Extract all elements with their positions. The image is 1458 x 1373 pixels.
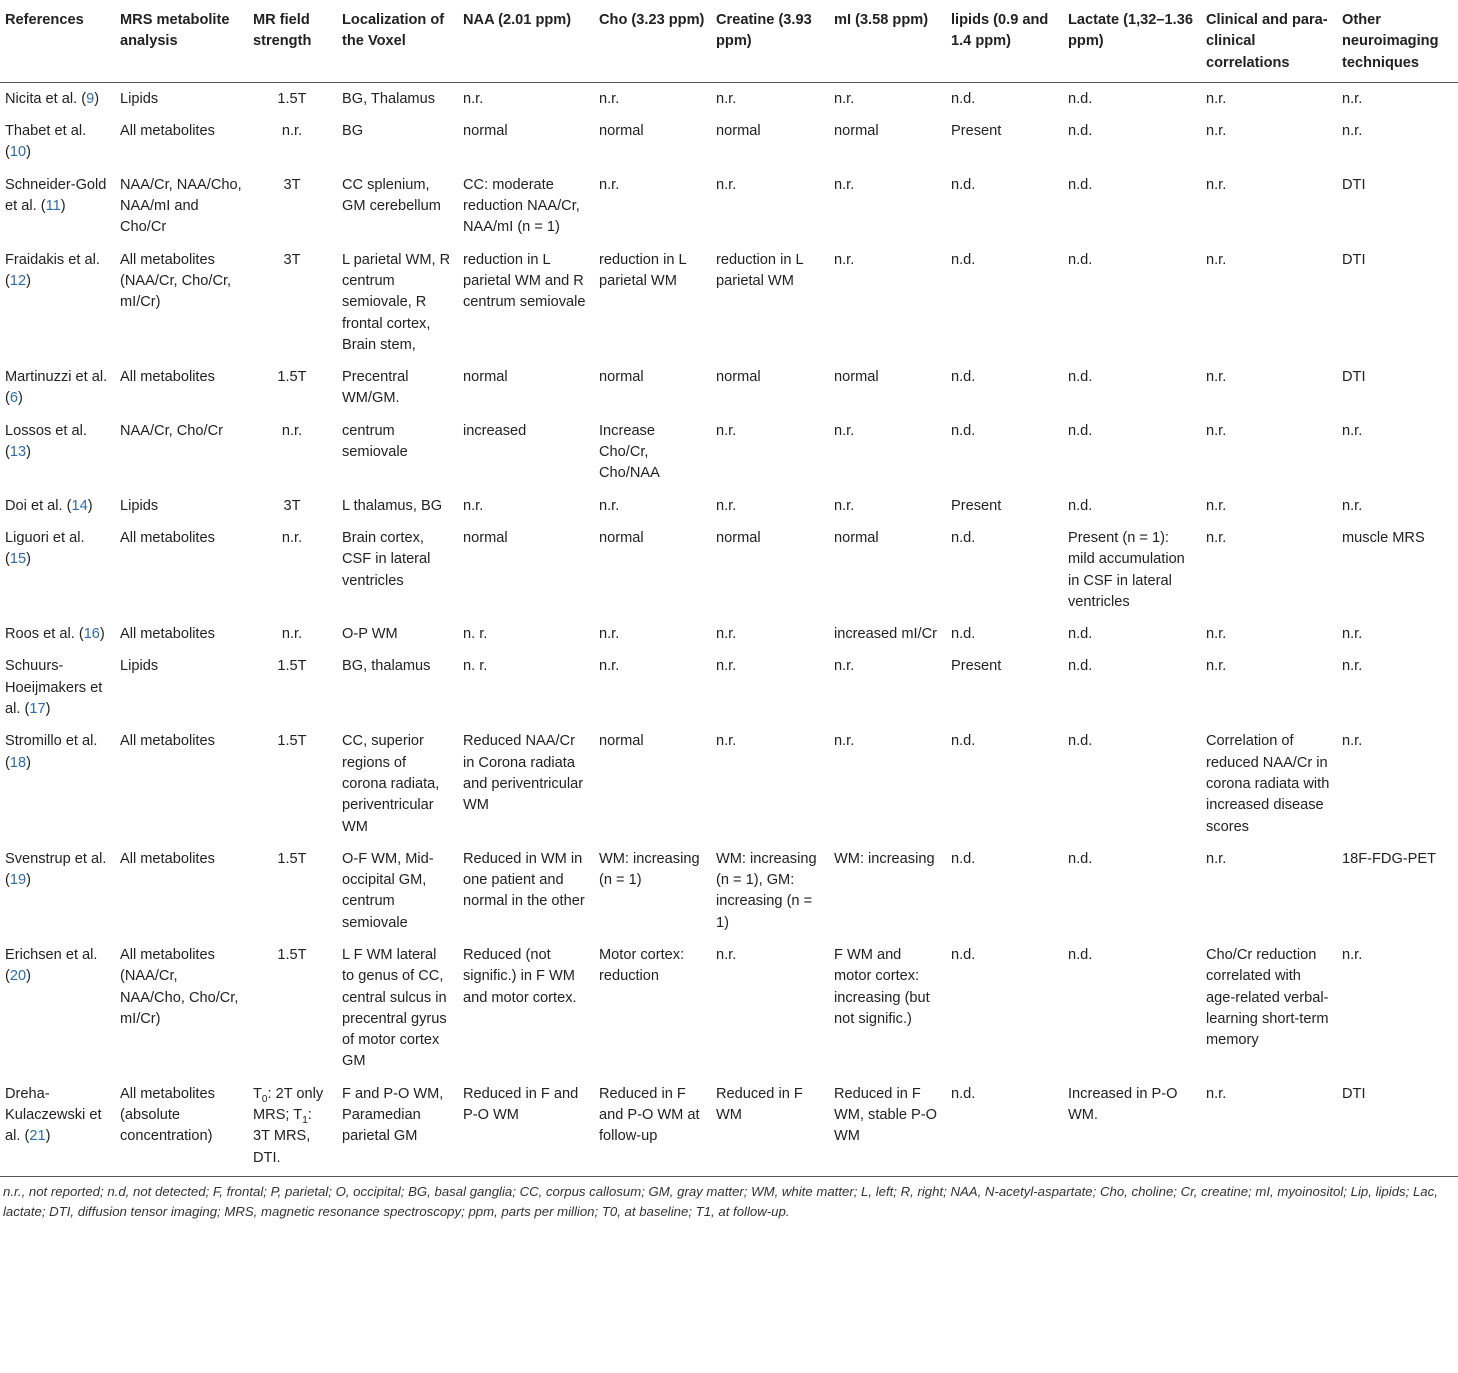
creatine-cell: n.r. [716, 422, 737, 439]
field-strength-cell: 3T [283, 176, 301, 193]
header-cell: MRS metabolite analysis [115, 0, 248, 82]
metabolite-cell: NAA/Cr, Cho/Cr [120, 422, 223, 439]
other-techniques-cell: n.r. [1342, 90, 1363, 107]
field-strength-part: : 3T MRS, DTI. [253, 1107, 312, 1166]
creatine-cell: n.r. [716, 626, 737, 643]
clinical-cell: n.r. [1206, 658, 1227, 675]
header-row [0, 0, 1458, 82]
reference-close-paren: ) [99, 626, 105, 643]
voxel-cell: BG, thalamus [342, 658, 431, 675]
lipids-cell: n.d. [951, 529, 976, 546]
metabolite-cell: All metabolites (absolute concentration) [115, 1078, 248, 1177]
clinical-cell: n.r. [1206, 123, 1227, 140]
reference-cell [0, 415, 115, 490]
reference-authors: Schuurs-Hoeijmakers et al. ( [5, 658, 103, 718]
voxel-cell: L F WM lateral to genus of CC, central sulcus in precentral gyrus of motor cortex GM [342, 946, 447, 1070]
naa-cell: n.r. [463, 497, 484, 514]
other-techniques-cell: DTI [1342, 251, 1366, 268]
citation-link[interactable]: 19 [9, 872, 27, 889]
metabolite-cell: All metabolites [120, 850, 215, 867]
lactate-cell: n.d. [1068, 497, 1093, 514]
voxel-cell: Brain cortex, CSF in lateral ventricles [342, 529, 431, 589]
reference-close-paren: ) [94, 90, 100, 107]
other-techniques-cell: n.r. [1342, 658, 1363, 675]
reference-cell [0, 361, 115, 415]
voxel-cell: Precentral WM/GM. [342, 369, 409, 407]
citation-link[interactable]: 10 [9, 144, 27, 161]
voxel-cell: BG, Thalamus [342, 90, 436, 107]
voxel-cell: CC, superior regions of corona radiata, periventricular WM [342, 733, 440, 835]
naa-cell: normal [463, 529, 508, 546]
clinical-cell: n.r. [1206, 422, 1227, 439]
mi-cell: n.r. [834, 497, 855, 514]
field-strength-cell: 1.5T [277, 369, 307, 386]
creatine-cell: n.r. [716, 733, 737, 750]
field-strength-part: 0 [261, 1093, 268, 1105]
lipids-cell: n.d. [951, 176, 976, 193]
cho-cell: n.r. [599, 176, 620, 193]
field-strength-cell: 1.5T [277, 946, 307, 963]
citation-link[interactable]: 9 [86, 90, 95, 107]
table-row [0, 415, 1458, 490]
reference-authors: Liguori et al. ( [5, 529, 85, 568]
header-cell: Lactate (1,32–1.36 ppm) [1063, 0, 1201, 82]
lactate-cell: n.d. [1068, 123, 1093, 140]
cho-cell: Reduced in F and P-O WM at follow-up [594, 1078, 711, 1177]
field-strength-part: : 2T only MRS; T [253, 1085, 324, 1124]
reference-authors: Nicita et al. ( [5, 90, 87, 107]
naa-cell: Reduced (not signific.) in F WM and motor cortex. [463, 946, 577, 1006]
naa-cell: n.r. [463, 90, 484, 107]
clinical-cell: Correlation of reduced NAA/Cr in corona radiata with increased disease scores [1206, 733, 1330, 835]
citation-link[interactable]: 17 [29, 701, 46, 718]
lactate-cell: n.d. [1068, 90, 1093, 107]
cho-cell: normal [599, 123, 644, 140]
other-techniques-cell: muscle MRS [1342, 529, 1425, 546]
creatine-cell: Reduced in F WM [711, 1078, 829, 1177]
field-strength-cell: n.r. [281, 529, 303, 546]
lipids-cell: Present [951, 497, 1002, 514]
table-row [0, 490, 1458, 522]
mi-cell: WM: increasing [834, 850, 935, 867]
creatine-cell: n.r. [716, 658, 737, 675]
citation-link[interactable]: 20 [9, 968, 27, 985]
table-row [0, 115, 1458, 169]
naa-cell: CC: moderate reduction NAA/Cr, NAA/mI (n = 1) [463, 176, 580, 236]
citation-link[interactable]: 11 [45, 198, 61, 215]
voxel-cell: BG [342, 123, 364, 140]
header-cell: Localization of the Voxel [337, 0, 458, 82]
reference-cell [0, 82, 115, 115]
reference-authors: Lossos et al. ( [5, 422, 87, 461]
mi-cell: n.r. [834, 422, 855, 439]
header-cell: Clinical and para-clinical correlations [1201, 0, 1337, 82]
reference-close-paren: ) [26, 968, 31, 985]
lipids-cell: n.d. [951, 251, 976, 268]
citation-link[interactable]: 18 [9, 754, 27, 771]
naa-cell: n. r. [463, 658, 488, 675]
reference-authors: Thabet et al. ( [5, 123, 87, 161]
lipids-cell: Present [951, 658, 1002, 675]
metabolite-cell: NAA/Cr, NAA/Cho, NAA/mI and Cho/Cr [120, 176, 242, 236]
header-cell: MR field strength [248, 0, 337, 82]
creatine-cell: normal [716, 369, 761, 386]
citation-link[interactable]: 12 [9, 272, 27, 289]
reference-cell [0, 522, 115, 618]
mi-cell: n.r. [834, 658, 855, 675]
metabolite-cell: Lipids [120, 90, 159, 107]
cho-cell: Increase Cho/Cr, Cho/NAA [599, 422, 660, 482]
table-row [0, 843, 1458, 939]
reference-cell [0, 244, 115, 361]
voxel-cell: O-P WM [342, 626, 398, 643]
header-cell: Other neuroimaging techniques [1337, 0, 1458, 82]
cho-cell: n.r. [599, 658, 620, 675]
cho-cell: normal [599, 733, 644, 750]
cho-cell: normal [599, 529, 644, 546]
metabolite-cell: Lipids [120, 658, 159, 675]
clinical-cell: n.r. [1206, 251, 1227, 268]
naa-cell: reduction in L parietal WM and R centrum semiovale [463, 251, 586, 311]
voxel-cell: L parietal WM, R centrum semiovale, R frontal cortex, Brain stem, [342, 251, 451, 353]
reference-authors: Doi et al. ( [5, 497, 72, 514]
lipids-cell: n.d. [951, 369, 976, 386]
naa-cell: Reduced NAA/Cr in Corona radiata and periventricular WM [463, 733, 584, 814]
reference-cell [0, 115, 115, 169]
lipids-cell: Present [951, 123, 1002, 140]
lipids-cell: n.d. [946, 1078, 1063, 1177]
reference-authors: Schneider-Gold et al. ( [5, 176, 107, 215]
metabolite-cell: All metabolites (NAA/Cr, NAA/Cho, Cho/Cr, mI/Cr) [120, 946, 239, 1027]
table-footnote: n.r., not reported; n.d, not detected; F, frontal; P, parietal; O, occipital; BG, basal ganglia; CC, corpus callosum; GM, gray matter; WM, white matter; L, left; R, right; NAA, N-acetyl-aspartate; Cho, choline; Cr, creatine; mI, myoinositol; Lip, lipids; Lac, lactate; DTI, diffusion tensor imaging; MRS, magnetic resonance spectroscopy; ppm, parts per million; T0, at baseline; T1, at follow-up. [3, 1183, 1438, 1220]
creatine-cell: reduction in L parietal WM [716, 251, 804, 289]
lactate-cell: Increased in P-O WM. [1063, 1078, 1201, 1177]
reference-close-paren: ) [87, 497, 93, 514]
metabolite-cell: All metabolites (NAA/Cr, Cho/Cr, mI/Cr) [120, 251, 232, 311]
table-row [0, 361, 1458, 415]
creatine-cell: n.r. [716, 90, 737, 107]
cho-cell: reduction in L parietal WM [599, 251, 687, 289]
mi-cell: normal [834, 123, 879, 140]
header-cell: Creatine (3.93 ppm) [711, 0, 829, 82]
lactate-cell: n.d. [1068, 251, 1093, 268]
other-techniques-cell: n.r. [1342, 733, 1363, 750]
cho-cell: n.r. [599, 626, 620, 643]
clinical-cell: n.r. [1206, 90, 1227, 107]
reference-cell [0, 169, 115, 244]
mi-cell: Reduced in F WM, stable P-O WM [829, 1078, 946, 1177]
clinical-cell: n.r. [1206, 850, 1227, 867]
field-strength-cell: n.r. [281, 422, 303, 439]
naa-cell: increased [463, 422, 527, 439]
reference-close-paren: ) [45, 701, 51, 718]
lipids-cell: n.d. [951, 422, 976, 439]
creatine-cell: n.r. [716, 946, 737, 963]
clinical-cell: n.r. [1206, 529, 1227, 546]
field-strength-cell: n.r. [281, 626, 303, 643]
naa-cell: normal [463, 369, 508, 386]
table-row [0, 522, 1458, 618]
mi-cell: n.r. [834, 251, 855, 268]
table-row [0, 618, 1458, 650]
reference-close-paren: ) [60, 198, 66, 215]
lactate-cell: n.d. [1068, 369, 1093, 386]
field-strength-cell: 3T [283, 497, 301, 514]
table-row [0, 169, 1458, 244]
clinical-cell: n.r. [1206, 176, 1227, 193]
reference-authors: Svenstrup et al. ( [5, 850, 107, 889]
field-strength-cell: 1.5T [277, 658, 307, 675]
citation-link[interactable]: 16 [83, 626, 100, 643]
creatine-cell: normal [716, 529, 761, 546]
reference-close-paren: ) [26, 754, 31, 771]
cho-cell: normal [599, 369, 644, 386]
mi-cell: n.r. [834, 90, 855, 107]
mi-cell: increased mI/Cr [834, 626, 937, 643]
lactate-cell: n.d. [1068, 422, 1093, 439]
metabolite-cell: All metabolites [120, 369, 215, 386]
clinical-cell: Cho/Cr reduction correlated with age-related verbal-learning short-term memory [1206, 946, 1329, 1049]
other-techniques-cell: DTI [1342, 369, 1366, 386]
voxel-cell: O-F WM, Mid-occipital GM, centrum semiovale [342, 850, 434, 931]
naa-cell: normal [463, 123, 508, 140]
field-strength-cell: n.r. [281, 123, 303, 140]
field-strength-part: T [253, 1085, 262, 1102]
citation-link[interactable]: 15 [9, 551, 27, 568]
clinical-cell: n.r. [1201, 1078, 1337, 1177]
reference-close-paren: ) [26, 272, 31, 289]
reference-cell [0, 650, 115, 725]
mi-cell: F WM and motor cortex: increasing (but not signific.) [834, 946, 930, 1027]
clinical-cell: n.r. [1206, 369, 1227, 386]
lactate-cell: Present (n = 1): mild accumulation in CSF in lateral ventricles [1068, 529, 1185, 610]
cho-cell: WM: increasing (n = 1) [599, 850, 700, 889]
metabolite-cell: Lipids [120, 497, 159, 514]
table-row [0, 650, 1458, 725]
lactate-cell: n.d. [1068, 850, 1093, 867]
lipids-cell: n.d. [951, 733, 976, 750]
header-cell: lipids (0.9 and 1.4 ppm) [946, 0, 1063, 82]
field-strength-cell: 1.5T [277, 90, 307, 107]
metabolite-cell: All metabolites [120, 626, 215, 643]
cho-cell: n.r. [599, 497, 620, 514]
reference-authors: Fraidakis et al. ( [5, 251, 100, 289]
reference-close-paren: ) [45, 1128, 51, 1145]
naa-cell: Reduced in F and P-O WM [458, 1078, 594, 1177]
other-techniques-cell: n.r. [1342, 626, 1363, 643]
naa-cell: Reduced in WM in one patient and normal in the other [463, 850, 585, 910]
lipids-cell: n.d. [951, 850, 976, 867]
lactate-cell: n.d. [1068, 176, 1093, 193]
lipids-cell: n.d. [951, 946, 976, 963]
voxel-cell: F and P-O WM, Paramedian parietal GM [337, 1078, 458, 1177]
field-strength-part: 1 [302, 1114, 308, 1126]
citation-link[interactable]: 21 [29, 1128, 46, 1145]
table-row [0, 82, 1458, 115]
other-techniques-cell: n.r. [1342, 497, 1363, 514]
creatine-cell: n.r. [716, 497, 737, 514]
lipids-cell: n.d. [951, 90, 976, 107]
reference-close-paren: ) [18, 390, 23, 407]
creatine-cell: WM: increasing (n = 1), GM: increasing (n = 1) [716, 850, 817, 931]
header-cell: Cho (3.23 ppm) [594, 0, 711, 82]
table-body [0, 82, 1458, 1176]
reference-cell [0, 490, 115, 522]
lactate-cell: n.d. [1068, 946, 1093, 963]
other-techniques-cell: DTI [1337, 1078, 1458, 1177]
field-strength-cell: 1.5T [277, 733, 307, 750]
other-techniques-cell: n.r. [1342, 946, 1363, 963]
mi-cell: normal [834, 529, 879, 546]
table-row [0, 939, 1458, 1078]
creatine-cell: normal [716, 123, 761, 140]
reference-cell [0, 618, 115, 650]
metabolite-cell: All metabolites [120, 123, 215, 140]
lactate-cell: n.d. [1068, 733, 1093, 750]
reference-close-paren: ) [26, 144, 31, 161]
voxel-cell: L thalamus, BG [342, 497, 443, 514]
cho-cell: Motor cortex: reduction [599, 946, 685, 985]
field-strength-cell: 1.5T [277, 850, 307, 867]
citation-link[interactable]: 14 [71, 497, 88, 514]
reference-cell [0, 1078, 115, 1177]
metabolite-cell: All metabolites [120, 733, 215, 750]
reference-close-paren: ) [26, 872, 31, 889]
table-row [0, 244, 1458, 361]
field-strength-cell: 3T [283, 251, 301, 268]
other-techniques-cell: n.r. [1342, 422, 1363, 439]
reference-cell [0, 939, 115, 1078]
reference-cell [0, 725, 115, 842]
mi-cell: n.r. [834, 176, 855, 193]
citation-link[interactable]: 13 [9, 444, 27, 461]
naa-cell: n. r. [463, 626, 488, 643]
lipids-cell: n.d. [951, 626, 976, 643]
mi-cell: n.r. [834, 733, 855, 750]
reference-authors: Stromillo et al. ( [5, 733, 98, 771]
voxel-cell: centrum semiovale [342, 422, 408, 461]
field-strength-cell [248, 1078, 337, 1177]
reference-cell [0, 843, 115, 939]
reference-close-paren: ) [26, 444, 31, 461]
reference-authors: Erichsen et al. ( [5, 946, 98, 985]
citation-link[interactable]: 6 [9, 390, 18, 407]
other-techniques-cell: DTI [1342, 176, 1366, 193]
table-row [0, 725, 1458, 842]
mi-cell: normal [834, 369, 879, 386]
lactate-cell: n.d. [1068, 626, 1093, 643]
reference-authors: Roos et al. ( [5, 626, 84, 643]
reference-close-paren: ) [26, 551, 31, 568]
voxel-cell: CC splenium, GM cerebellum [342, 176, 441, 215]
cho-cell: n.r. [599, 90, 620, 107]
lactate-cell: n.d. [1068, 658, 1093, 675]
clinical-cell: n.r. [1206, 497, 1227, 514]
metabolite-cell: All metabolites [120, 529, 215, 546]
other-techniques-cell: 18F-FDG-PET [1342, 850, 1437, 867]
header-cell: References [0, 0, 115, 82]
reference-authors: Martinuzzi et al. ( [5, 369, 108, 407]
header-cell: NAA (2.01 ppm) [458, 0, 594, 82]
reference-authors: Dreha-Kulaczewski et al. ( [5, 1085, 102, 1145]
clinical-cell: n.r. [1206, 626, 1227, 643]
other-techniques-cell: n.r. [1342, 123, 1363, 140]
header-cell: mI (3.58 ppm) [829, 0, 946, 82]
table-row [0, 1078, 1458, 1177]
creatine-cell: n.r. [716, 176, 737, 193]
